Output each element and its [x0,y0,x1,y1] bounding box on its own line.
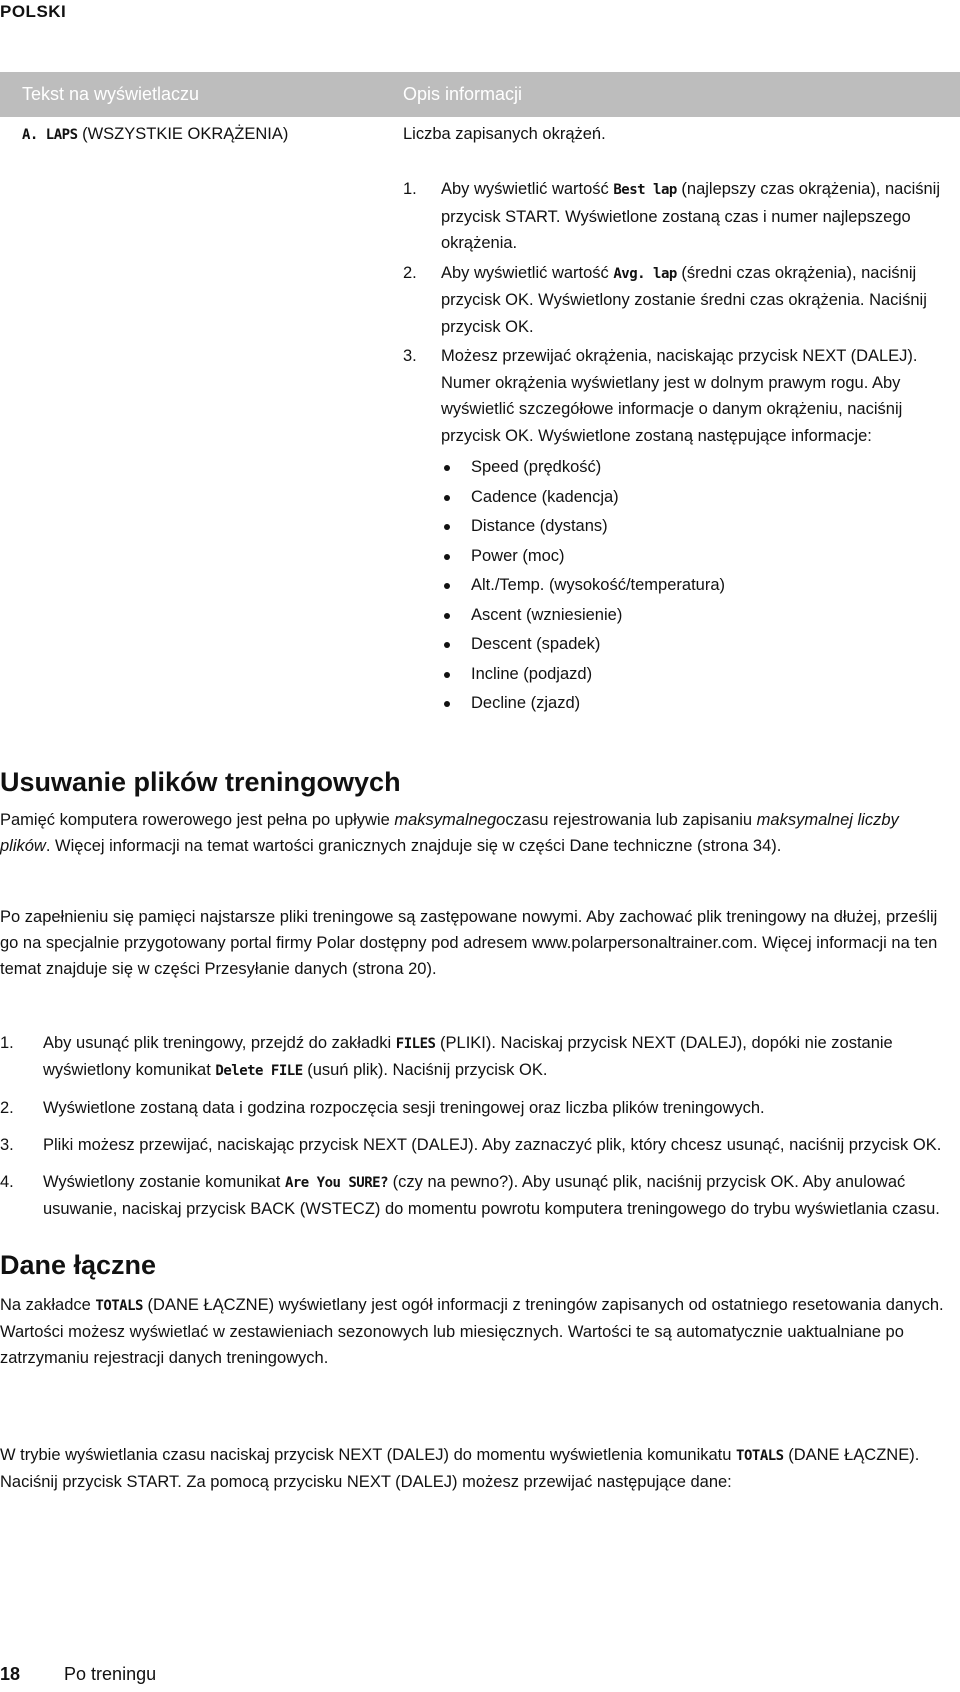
list-item [0,1169,955,1222]
list-item [403,343,943,717]
table-header [0,72,960,117]
section-heading-delete-files: Usuwanie plików treningowych [0,767,401,797]
bullet-item: Cadence (kadencja) [403,484,943,511]
text: (DANE ŁĄCZNE). Naciśnij przycisk START. Za pomocą przycisku NEXT (DALEJ) możesz przewijać następujące dane: [0,1446,920,1491]
step-text: (PLIKI). Naciskaj przycisk NEXT (DALEJ), dopóki nie zostanie wyświetlony komunikat [43,1034,893,1079]
text: . Więcej informacji na temat wartości granicznych znajduje się w części Dane techniczne (strona 34). [45,837,782,855]
text: czasu rejestrowania lub zapisaniu [505,811,757,829]
laps-steps-list [403,176,943,720]
list-item [0,1095,955,1121]
lcd-text-are-you-sure: Are You SURE? [284,1175,389,1191]
lcd-text-files: FILES [395,1036,436,1052]
row-label-text: (WSZYSTKIE OKRĄŻENIA) [77,125,289,143]
step-text: (najlepszy czas okrążenia), naciśnij przycisk START. Wyświetlone zostaną czas i numer najlepszego okrążenia. [441,180,941,252]
bullet-item: Ascent (wzniesienie) [403,602,943,629]
header-display-text: Tekst na wyświetlaczu [22,84,200,104]
bullet-item: Distance (dystans) [403,513,943,540]
bullet-item: Speed (prędkość) [403,454,943,481]
bullet-item: Decline (zjazd) [403,690,943,717]
step-number: 1. [403,180,417,198]
step-text: (usuń plik). Naciśnij przycisk OK. [302,1061,548,1079]
bullet-item: Alt./Temp. (wysokość/temperatura) [403,572,943,599]
page-footer [0,1664,156,1685]
step-number: 4. [0,1173,14,1191]
paragraph-totals-tab [0,1292,950,1371]
lcd-text-avg-lap: Avg. lap [613,265,677,282]
step-text: Aby wyświetlić wartość [441,263,614,282]
bullet-item: Power (moc) [403,543,943,570]
lcd-text-totals: TOTALS [736,1448,784,1464]
text: (DANE ŁĄCZNE) wyświetlany jest ogół informacji z treningów zapisanych od ostatniego resetowania danych. Wartości możesz wyświetlać w zestawieniach sezonowych lub miesięcznych. Wartości te są automatycznie uaktualniane po zatrzymaniu rejestracji danych treningowych. [0,1296,944,1367]
step-text: (czy na pewno?). Aby usunąć plik, naciśnij przycisk OK. Aby anulować usuwanie, naciskaj przycisk BACK (WSTECZ) do momentu powrotu komputera treningowego do trybu wyświetlania czasu. [43,1173,940,1218]
lcd-text-laps: A. LAPS [22,127,78,143]
paragraph-oldest-files: Po zapełnieniu się pamięci najstarsze pliki treningowe są zastępowane nowymi. Aby zachować plik treningowy na dłużej, prześlij go na specjalnie przygotowany portal firmy Polar dostępny pod adresem www.polarpersonaltrainer.com. Więcej informacji na ten temat znajduje się w części Przesyłanie danych (strona 20). [0,908,938,978]
step-text: Wyświetlony zostanie komunikat [43,1173,285,1191]
step-text: Możesz przewijać okrążenia, naciskając przycisk NEXT (DALEJ). Numer okrążenia wyświetlany jest w dolnym prawym rogu. Aby wyświetlić szczegółowe informacje o danym okrążeniu, naciśnij przycisk OK. Wyświetlone zostaną następujące informacje: [441,347,918,445]
step-number: 2. [0,1099,14,1117]
step-number: 3. [403,347,417,365]
emphasis: maksymalnej liczby plików [0,811,899,855]
info-bullet-list [403,454,943,717]
paragraph-memory-full [0,807,950,859]
header-info-description: Opis informacji [403,84,523,104]
step-text: Pliki możesz przewijać, naciskając przycisk NEXT (DALEJ). Aby zaznaczyć plik, który chcesz usunąć, naciśnij przycisk OK. [43,1136,942,1154]
list-item [403,260,943,341]
step-number: 3. [0,1136,14,1154]
step-text: (średni czas okrążenia), naciśnij przycisk OK. Wyświetlony zostanie średni czas okrążenia. Naciśnij przycisk OK. [441,263,927,336]
delete-steps-list [0,1030,955,1233]
language-label: POLSKI [0,2,67,21]
paragraph-totals-navigation [0,1442,950,1495]
list-item [0,1030,955,1084]
emphasis: maksymalnego [394,811,506,829]
step-number: 1. [0,1034,14,1052]
step-text: Wyświetlone zostaną data i godzina rozpoczęcia sesji treningowej oraz liczba plików treningowych. [43,1099,765,1117]
bullet-item: Descent (spadek) [403,631,943,658]
list-item [0,1132,955,1158]
lcd-text-totals: TOTALS [95,1298,143,1314]
step-text: Aby usunąć plik treningowy, przejdź do zakładki [43,1034,396,1052]
bullet-item: Incline (podjazd) [403,661,943,688]
step-number: 2. [403,263,417,282]
list-item [403,176,943,257]
section-heading-totals: Dane łączne [0,1250,157,1280]
lcd-text-best-lap: Best lap [613,182,677,198]
footer-section-title: Po treningu [64,1664,157,1684]
table-row-label [22,125,288,144]
step-text: Aby wyświetlić wartość [441,180,614,198]
text: W trybie wyświetlania czasu naciskaj przycisk NEXT (DALEJ) do momentu wyświetlenia komunikatu [0,1446,737,1464]
table-row-description: Liczba zapisanych okrążeń. [403,125,606,143]
page-number: 18 [0,1664,21,1684]
lcd-text-delete-file: Delete FILE [215,1063,303,1079]
text: Na zakładce [0,1296,96,1314]
text: Pamięć komputera rowerowego jest pełna po upływie [0,811,395,829]
